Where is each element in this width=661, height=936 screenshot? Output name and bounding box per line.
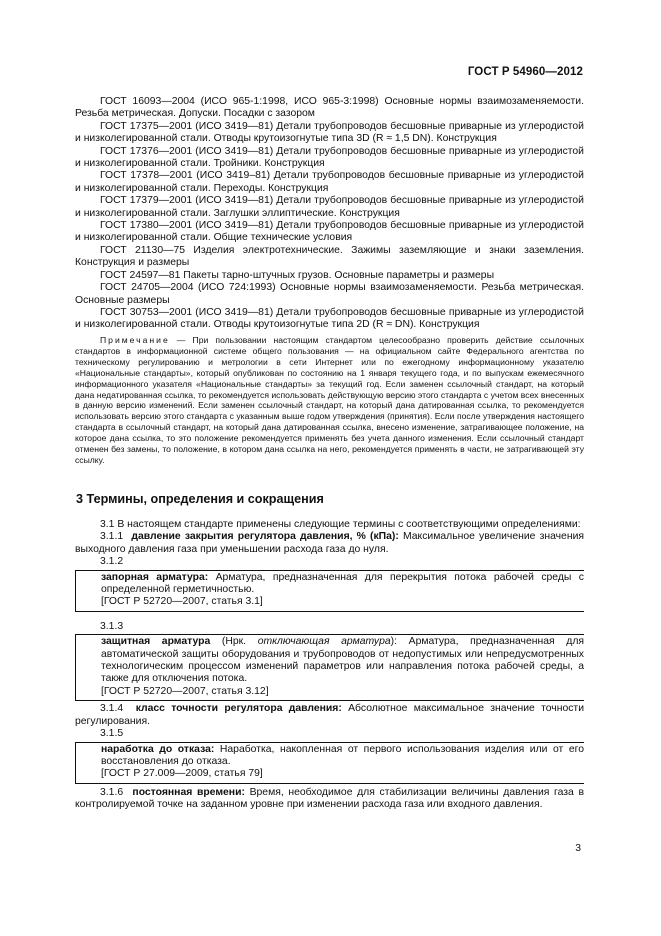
term-number: 3.1.6 <box>100 786 124 798</box>
reference-item: ГОСТ 17380—2001 (ИСО 3419—81) Детали трубопроводов бесшовные приварные из углеродистой и низколегированной стали. Общие технические условия <box>75 220 584 244</box>
term-source: [ГОСТ Р 52720—2007, статья 3.1] <box>101 596 263 608</box>
normative-references-list <box>75 96 584 332</box>
reference-item: ГОСТ 17378—2001 (ИСО 3419–81) Детали трубопроводов бесшовные приварные из углеродистой и низколегированной стали. Переходы. Конструкция <box>75 170 584 194</box>
term-3-1-6 <box>75 787 584 812</box>
term-name: давление закрытия регулятора давления, % (кПа): <box>131 531 399 543</box>
term-name: класс точности регулятора давления: <box>135 703 342 715</box>
term-source: [ГОСТ Р 27.009—2009, статья 79] <box>101 768 263 780</box>
reference-item: ГОСТ 21130—75 Изделия электротехнические. Зажимы заземляющие и знаки заземления. Конструкция и размеры <box>75 244 584 269</box>
reference-item: ГОСТ 30753—2001 (ИСО 3419—81) Детали трубопроводов бесшовные приварные из углеродистой и низколегированной стали. Отводы крутоизогнутые типа 2D (R ≈ DN). Конструкция <box>75 306 584 331</box>
term-box-3-1-2 <box>75 570 584 612</box>
note-text: — При пользовании настоящим стандартом целесообразно проверить действие ссылочных стандартов в информационной системе общего пользования — на официальном сайте Федерального агентства по техническому регулированию и метрологии в сети Интернет или по ежегодному информационному указателю «Национальные стандарты», который опубликован по состоянию на 1 января текущего года, и по выпускам ежемесячного информационного указателя «Национальные стандарты» за текущий год. Если заменен ссылочный стандарт, на который дана недатированная ссылка, то рекомендуется использовать действующую версию этого стандарта с учетом всех внесенных в данную версию изменений. Если заменен ссылочный стандарт, на который дана датированная ссылка, то рекомендуется использовать версию этого стандарта с указанным выше годом утверждения (принятия). Если после утверждения настоящего стандарта в ссылочный стандарт, на который дана датированная ссылка, внесено изменение, затрагивающее положение, на которое дана ссылка, то это положение рекомендуется применять без учета данного изменения. Если ссылочный стандарт отменен без замены, то положение, в котором дана ссылка на него, рекомендуется применять в части, не затрагивающей эту ссылку. <box>75 335 584 465</box>
reference-item: ГОСТ 24705—2004 (ИСО 724:1993) Основные нормы взаимозаменяемости. Резьба метрическая. Основные размеры <box>75 282 584 306</box>
term-box-3-1-3 <box>75 634 584 701</box>
term-definition: Время, необходимое для стабилизации величины давления газа в контролируемой точке на заданном уровне при изменении расхода газа или входного давления. <box>75 786 584 811</box>
term-3-1-3 <box>101 636 584 686</box>
term-name: защитная арматура <box>101 636 211 648</box>
term-3-1-4 <box>75 703 584 728</box>
term-number: 3.1.4 <box>100 703 124 715</box>
term-name: постоянная времени: <box>132 786 245 798</box>
term-box-3-1-5 <box>75 742 584 784</box>
term-definition: ): Арматура, предназначенная для автоматической защиты оборудования и трубопроводов от недопустимых или непредусмотренных технологическим процессом изменений параметров или направления потока рабочей среды, а также для отключения потока. <box>101 636 585 685</box>
references-note <box>75 335 584 466</box>
term-name: запорная арматура: <box>101 571 209 583</box>
term-definition: Наработка, накопленная от первого использования изделия или от его восстановления до отказа. <box>101 743 584 767</box>
term-name: наработка до отказа: <box>101 743 215 755</box>
term-3-1-1 <box>75 531 584 556</box>
reference-item: ГОСТ 17379—2001 (ИСО 3419—81) Детали трубопроводов бесшовные приварные из углеродистой и низколегированной стали. Заглушки эллиптические. Конструкция <box>75 195 584 219</box>
page-number: 3 <box>575 843 581 854</box>
term-number: 3.1.1 <box>100 531 124 543</box>
terms-intro: 3.1 В настоящем стандарте применены следующие термины с соответствующими определениями: <box>100 519 581 530</box>
terms-body <box>75 519 584 812</box>
term-source: [ГОСТ Р 52720—2007, статья 3.12] <box>101 685 269 697</box>
reference-item: ГОСТ 16093—2004 (ИСО 965-1:1998, ИСО 965-3:1998) Основные нормы взаимозаменяемости. Резьба метрическая. Допуски. Посадки с зазором <box>75 96 584 120</box>
term-3-1-2 <box>101 572 584 597</box>
term-definition: Абсолютное максимальное значение точности регулирования. <box>75 703 584 727</box>
reference-item: ГОСТ 17376—2001 (ИСО 3419—81) Детали трубопроводов бесшовные приварные из углеродистой и низколегированной стали. Тройники. Конструкция <box>75 145 584 170</box>
term-alt-name: отключающая арматура <box>257 636 391 648</box>
term-3-1-5 <box>101 744 584 769</box>
section-heading: 3 Термины, определения и сокращения <box>76 492 324 506</box>
reference-item: ГОСТ 17375—2001 (ИСО 3419—81) Детали трубопроводов бесшовные приварные из углеродистой и низколегированной стали. Отводы крутоизогнутые типа 3D (R ≈ 1,5 DN). Конструкция <box>75 120 584 145</box>
term-number-3-1-3: 3.1.3 <box>100 620 124 632</box>
note-label: Примечание <box>100 335 170 345</box>
term-number-3-1-5: 3.1.5 <box>100 728 124 740</box>
document-header-id: ГОСТ Р 54960—2012 <box>467 66 583 78</box>
term-alt-prefix: (Нрк. <box>221 636 247 648</box>
term-definition: Максимальное увеличение значения выходного давления газа при уменьшении расхода газа до нуля. <box>75 531 584 555</box>
reference-item: ГОСТ 24597—81 Пакеты тарно-штучных грузов. Основные параметры и размеры <box>100 269 495 281</box>
term-definition: Арматура, предназначенная для перекрытия потока рабочей среды с определенной герметичностью. <box>101 571 584 596</box>
term-number-3-1-2: 3.1.2 <box>100 556 124 568</box>
